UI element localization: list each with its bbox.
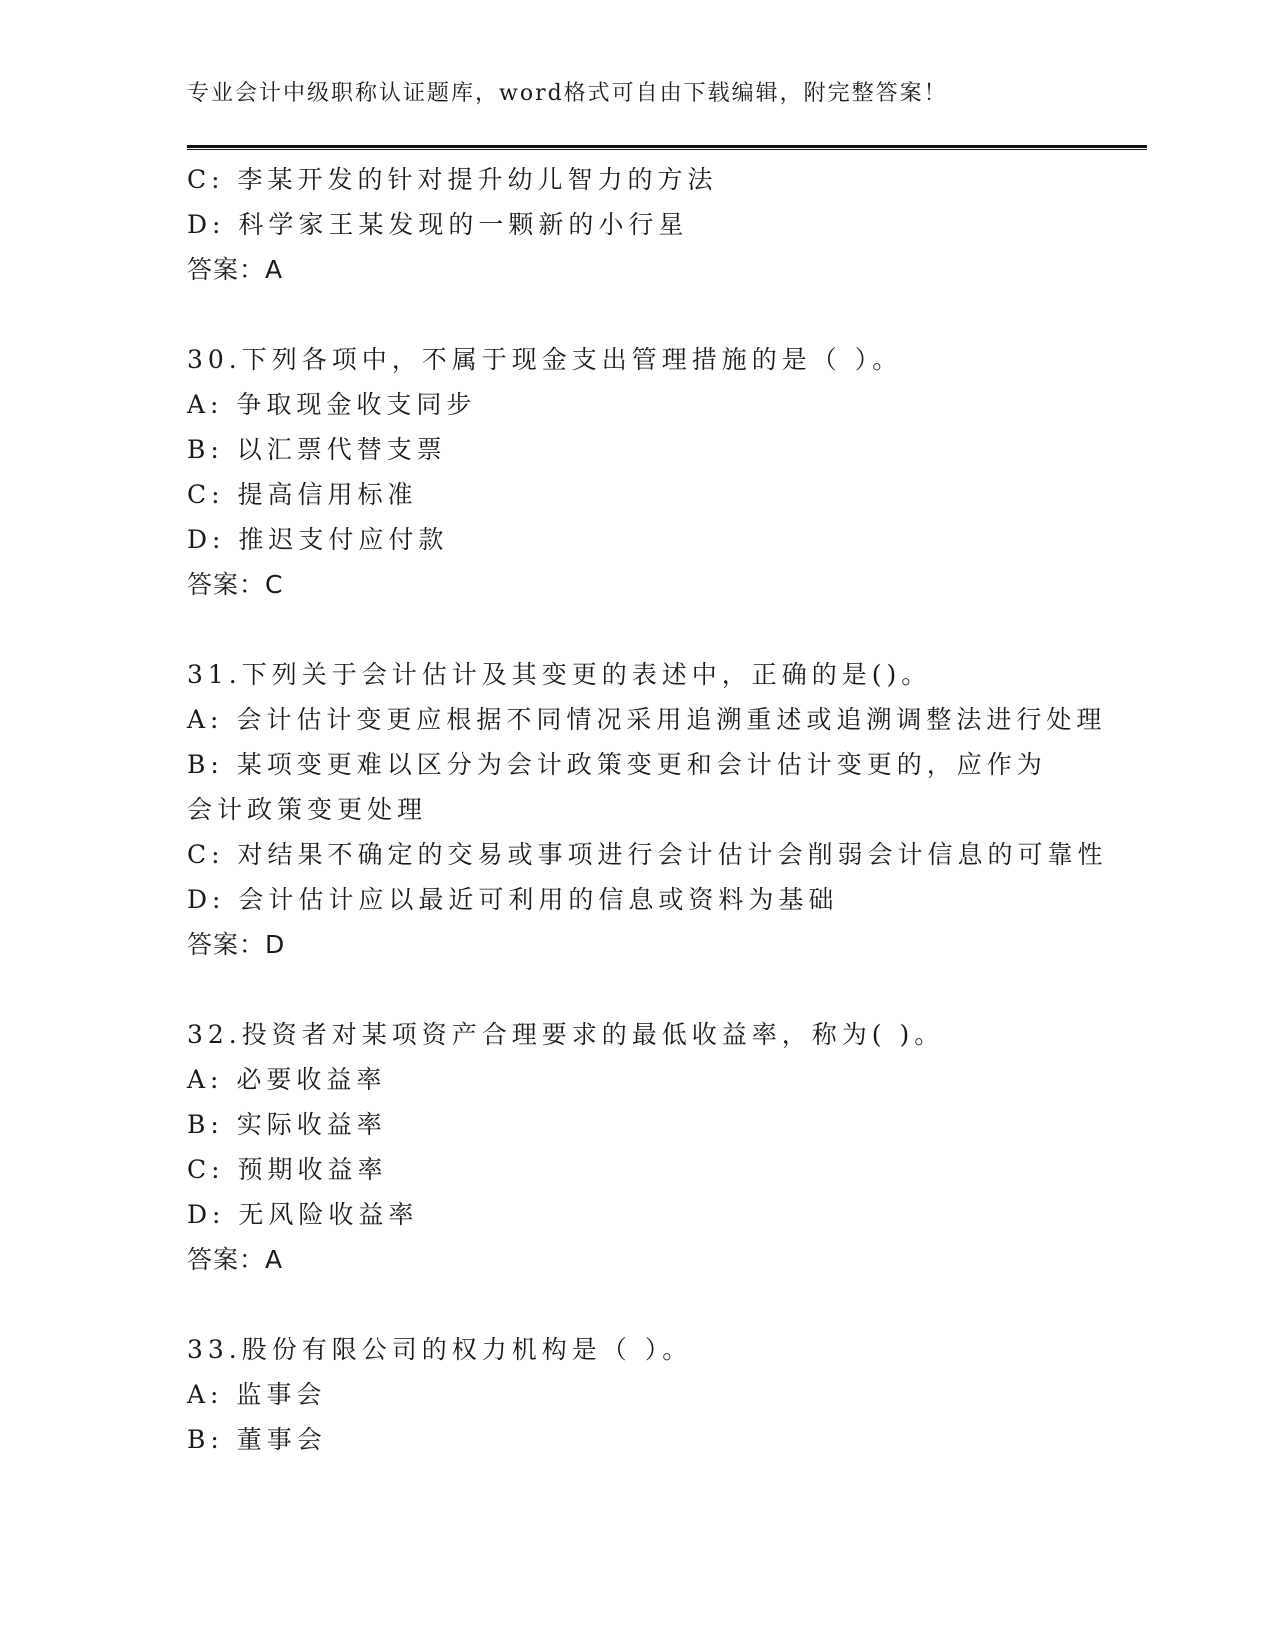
option-line: C: 提高信用标准 [187,480,418,509]
question-block [187,157,1087,292]
question-stem: 32.投资者对某项资产合理要求的最低收益率，称为( )。 [187,1020,945,1049]
block-spacer [187,967,1087,1012]
question-block [187,1327,1087,1462]
option-line: A: 争取现金收支同步 [187,390,477,419]
option-line: B: 某项变更难以区分为会计政策变更和会计估计变更的，应作为会计政策变更处理 [187,750,1047,824]
answer-line: 答案：C [187,570,284,599]
option-line: B: 以汇票代替支票 [187,435,447,464]
option-line: D: 科学家王某发现的一颗新的小行星 [187,210,689,239]
option-line: D: 会计估计应以最近可利用的信息或资料为基础 [187,885,839,914]
question-stem: 33.股份有限公司的权力机构是（ ）。 [187,1335,693,1364]
option-line: C: 对结果不确定的交易或事项进行会计估计会削弱会计信息的可靠性 [187,840,1108,869]
option-line: C: 预期收益率 [187,1155,388,1184]
block-spacer [187,607,1087,652]
option-line: B: 董事会 [187,1425,327,1454]
question-block [187,337,1087,607]
option-line: A: 会计估计变更应根据不同情况采用追溯重述或追溯调整法进行处理 [187,705,1107,734]
header-divider [187,145,1147,150]
block-spacer [187,1282,1087,1327]
option-line: C: 李某开发的针对提升幼儿智力的方法 [187,165,718,194]
question-stem: 30.下列各项中，不属于现金支出管理措施的是（ ）。 [187,345,903,374]
page-header-title: 专业会计中级职称认证题库，word格式可自由下载编辑，附完整答案！ [187,81,948,106]
block-spacer [187,292,1087,337]
answer-line: 答案：A [187,255,284,284]
question-list [187,157,1108,1462]
option-line: A: 必要收益率 [187,1065,387,1094]
option-line: B: 实际收益率 [187,1110,387,1139]
question-block [187,1012,1087,1282]
answer-line: 答案：A [187,1245,284,1274]
answer-line: 答案：D [187,930,286,959]
option-line: D: 无风险收益率 [187,1200,419,1229]
option-line: D: 推迟支付应付款 [187,525,449,554]
option-line: A: 监事会 [187,1380,327,1409]
question-stem: 31.下列关于会计估计及其变更的表述中，正确的是()。 [187,660,932,689]
question-block [187,652,1108,967]
